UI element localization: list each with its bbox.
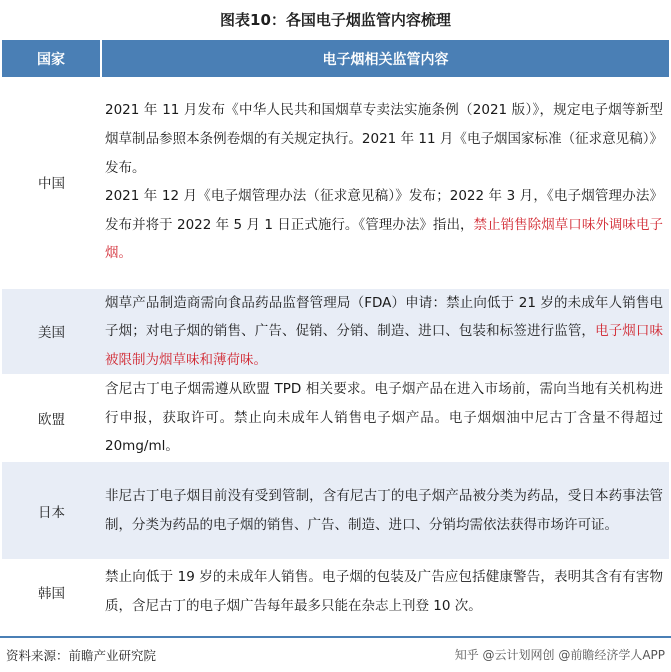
country-cell: 美国 <box>2 288 101 375</box>
content-paragraph <box>105 563 663 620</box>
paragraph-text: 2021 年 12 月《电子烟管理办法（征求意见稿）》发布；2022 年 3 月，《电子烟管理办法》发布并将于 2022 年 5 月 1 日正式施行。《管理办法》指出， <box>105 188 663 233</box>
paragraph-text: 2021 年 11 月发布《中华人民共和国烟草专卖法实施条例（2021 版）》，规定电子烟等新型烟草制品参照本条例卷烟的有关规定执行。2021 年 11 月《电子烟国家标准（征求意见稿）》发布。 <box>105 102 663 176</box>
table-header-row <box>2 40 669 77</box>
highlight-text: 电子烟口味被限制为烟草味和薄荷味。 <box>105 323 664 368</box>
content-cell <box>101 375 669 462</box>
content-paragraph <box>105 289 663 375</box>
content-cell <box>101 560 669 625</box>
content-cell <box>101 77 669 288</box>
country-cell: 欧盟 <box>2 375 101 462</box>
paragraph-text: 禁止向低于 19 岁的未成年人销售。电子烟的包装及广告应包括健康警告，表明其含有有害物质，含尼古丁的电子烟广告每年最多只能在杂志上刊登 10 次。 <box>105 569 663 615</box>
table-row <box>2 375 669 462</box>
watermark-text: 知乎 @云计划网创 @前瞻经济学人APP <box>454 648 665 662</box>
footer <box>0 636 671 672</box>
content-paragraph <box>105 375 663 461</box>
table-row <box>2 77 669 288</box>
table-row <box>2 288 669 375</box>
table-row <box>2 560 669 625</box>
regulation-table <box>2 40 669 625</box>
paragraph-text: 含尼古丁电子烟需遵从欧盟 TPD 相关要求。电子烟产品在进入市场前，需向当地有关机构进行申报，获取许可。禁止向未成年人销售电子烟产品。电子烟烟油中尼古丁含量不得超过 20mg/ml。 <box>105 381 663 455</box>
content-cell <box>101 288 669 375</box>
country-cell: 韩国 <box>2 560 101 625</box>
country-cell: 中国 <box>2 77 101 288</box>
paragraph-text: 烟草产品制造商需向食品药品监督管理局（FDA）申请：禁止向低于 21 岁的未成年人销售电子烟；对电子烟的销售、广告、促销、分销、制造、进口、包装和标签进行监管， <box>105 294 663 340</box>
country-cell: 日本 <box>2 462 101 560</box>
table-body <box>2 77 669 625</box>
source-note: 资料来源：前瞻产业研究院 <box>6 648 157 663</box>
content-paragraph <box>105 96 663 182</box>
page-title: 图表10：各国电子烟监管内容梳理 <box>220 11 451 29</box>
content-paragraph <box>105 182 663 268</box>
highlight-text: 禁止销售除烟草口味外调味电子烟。 <box>105 216 663 262</box>
header-country: 国家 <box>2 40 101 77</box>
paragraph-text: 非尼古丁电子烟目前没有受到管制，含有尼古丁的电子烟产品被分类为药品，受日本药事法管制，分类为药品的电子烟的销售、广告、制造、进口、分销均需依法获得市场许可证。 <box>105 487 663 533</box>
table-row <box>2 462 669 560</box>
content-paragraph <box>105 482 663 539</box>
header-content: 电子烟相关监管内容 <box>101 40 669 77</box>
content-cell <box>101 462 669 560</box>
